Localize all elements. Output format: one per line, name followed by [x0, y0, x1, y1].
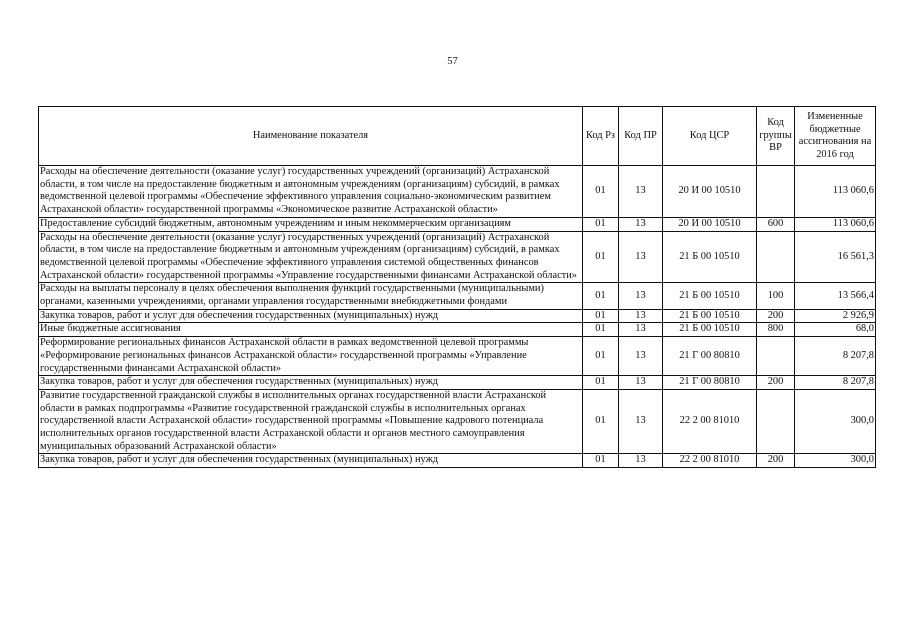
row-rz: 01 [583, 166, 619, 218]
row-vr: 100 [757, 283, 795, 309]
row-csr: 21 Б 00 10510 [663, 231, 757, 283]
table-header-row [39, 107, 876, 166]
table-row [39, 454, 876, 468]
row-amount: 13 566,4 [795, 283, 876, 309]
table-row [39, 309, 876, 323]
row-name: Развитие государственной гражданской службы в исполнительных органах государственной власти Астраханской области в рамках подпрограммы «Развитие государственной гражданской службы в исполнительных органах государственной власти Астраханской области» государственной программы «Повышение кадрового потенциала исполнительных органов государственной власти Астраханской области и органов местного самоуправления муниципальных образований Астраханской области» [39, 389, 583, 454]
row-name: Закупка товаров, работ и услуг для обеспечения государственных (муниципальных) нужд [39, 376, 583, 390]
row-csr: 21 Г 00 80810 [663, 376, 757, 390]
row-csr: 22 2 00 81010 [663, 389, 757, 454]
header-csr: Код ЦСР [663, 107, 757, 166]
row-rz: 01 [583, 309, 619, 323]
row-vr [757, 231, 795, 283]
row-pr: 13 [619, 376, 663, 390]
table-row [39, 376, 876, 390]
row-pr: 13 [619, 389, 663, 454]
row-rz: 01 [583, 231, 619, 283]
row-pr: 13 [619, 166, 663, 218]
row-csr: 20 И 00 10510 [663, 166, 757, 218]
row-csr: 22 2 00 81010 [663, 454, 757, 468]
row-vr [757, 337, 795, 376]
table-row [39, 166, 876, 218]
table-row [39, 283, 876, 309]
row-csr: 21 Г 00 80810 [663, 337, 757, 376]
row-rz: 01 [583, 454, 619, 468]
header-rz: Код Рз [583, 107, 619, 166]
row-name: Закупка товаров, работ и услуг для обеспечения государственных (муниципальных) нужд [39, 309, 583, 323]
row-name: Закупка товаров, работ и услуг для обеспечения государственных (муниципальных) нужд [39, 454, 583, 468]
row-amount: 2 926,9 [795, 309, 876, 323]
row-pr: 13 [619, 309, 663, 323]
row-amount: 113 060,6 [795, 166, 876, 218]
row-name: Предоставление субсидий бюджетным, автономным учреждениям и иным некоммерческим организациям [39, 217, 583, 231]
row-csr: 21 Б 00 10510 [663, 283, 757, 309]
row-pr: 13 [619, 337, 663, 376]
row-amount: 16 561,3 [795, 231, 876, 283]
row-csr: 21 Б 00 10510 [663, 323, 757, 337]
budget-table [38, 106, 876, 468]
row-amount: 68,0 [795, 323, 876, 337]
row-rz: 01 [583, 337, 619, 376]
row-pr: 13 [619, 283, 663, 309]
table-row [39, 323, 876, 337]
row-rz: 01 [583, 283, 619, 309]
row-amount: 8 207,8 [795, 376, 876, 390]
row-name: Иные бюджетные ассигнования [39, 323, 583, 337]
row-pr: 13 [619, 217, 663, 231]
row-amount: 8 207,8 [795, 337, 876, 376]
row-rz: 01 [583, 323, 619, 337]
page-number: 57 [447, 56, 458, 67]
table-row [39, 217, 876, 231]
row-amount: 113 060,6 [795, 217, 876, 231]
header-amount: Измененные бюджетные ассигнования на 2016 год [795, 107, 876, 166]
row-vr: 200 [757, 309, 795, 323]
row-pr: 13 [619, 454, 663, 468]
row-vr: 200 [757, 376, 795, 390]
row-amount: 300,0 [795, 454, 876, 468]
table-row [39, 231, 876, 283]
row-vr: 800 [757, 323, 795, 337]
row-vr: 600 [757, 217, 795, 231]
header-pr: Код ПР [619, 107, 663, 166]
header-name: Наименование показателя [39, 107, 583, 166]
row-rz: 01 [583, 376, 619, 390]
row-amount: 300,0 [795, 389, 876, 454]
row-name: Расходы на выплаты персоналу в целях обеспечения выполнения функций государственными (муниципальными) органами, казенными учреждениями, органами управления государственными внебюджетными фондами [39, 283, 583, 309]
table-row [39, 389, 876, 454]
table-row [39, 337, 876, 376]
row-pr: 13 [619, 231, 663, 283]
row-csr: 21 Б 00 10510 [663, 309, 757, 323]
row-name: Расходы на обеспечение деятельности (оказание услуг) государственных учреждений (организаций) Астраханской области, в том числе на предоставление бюджетным и автономным учреждениям (организациям) субсидий, в рамках ведомственной целевой программы «Обеспечение эффективного управления социально-экономическим развитием Астраханской области» государственной программы «Экономическое развитие Астраханской области» [39, 166, 583, 218]
row-vr: 200 [757, 454, 795, 468]
row-vr [757, 166, 795, 218]
row-pr: 13 [619, 323, 663, 337]
row-rz: 01 [583, 389, 619, 454]
row-name: Расходы на обеспечение деятельности (оказание услуг) государственных учреждений (организаций) Астраханской области, в том числе на предоставление бюджетным и автономным учреждениям (организациям) субсидий, в рамках ведомственной целевой программы «Обеспечение эффективного управления системой общественных финансов Астраханской области» государственной программы «Управление государственными финансами Астраханской области» [39, 231, 583, 283]
row-rz: 01 [583, 217, 619, 231]
row-vr [757, 389, 795, 454]
row-name: Реформирование региональных финансов Астраханской области в рамках ведомственной целевой программы «Реформирование региональных финансов Астраханской области» государственной программы «Управление государственными финансами Астраханской области» [39, 337, 583, 376]
row-csr: 20 И 00 10510 [663, 217, 757, 231]
header-vr: Код группы ВР [757, 107, 795, 166]
